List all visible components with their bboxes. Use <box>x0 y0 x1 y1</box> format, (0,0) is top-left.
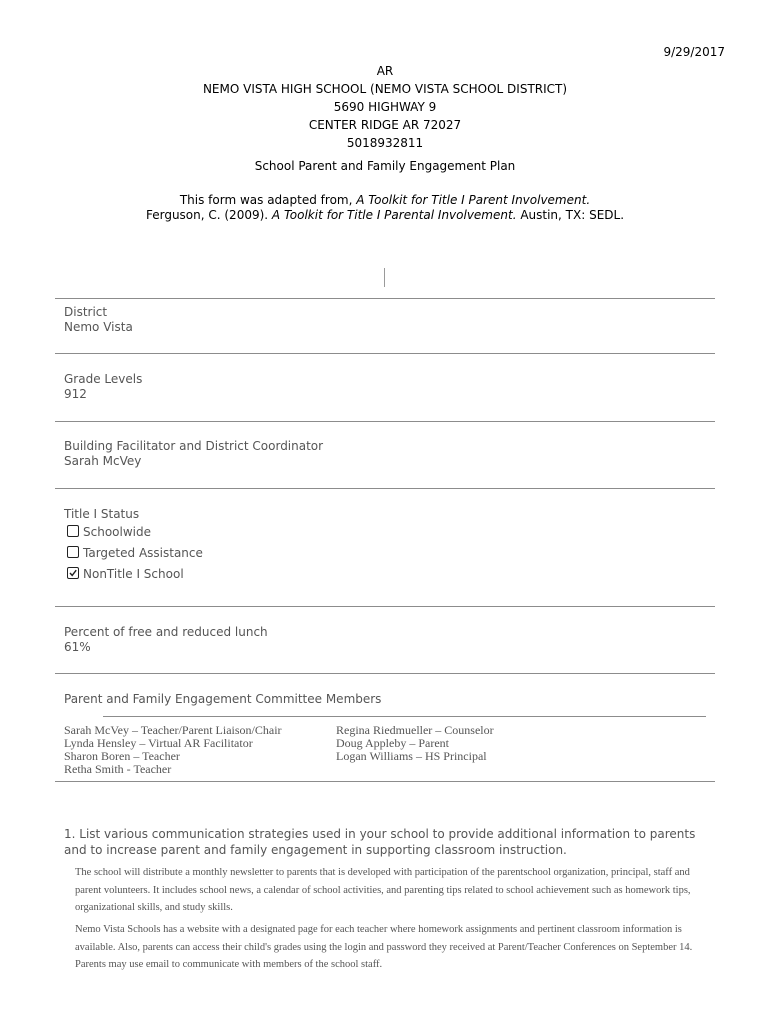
committee-members-left <box>64 724 282 776</box>
checkbox-targeted-assistance[interactable]: Targeted Assistance <box>67 546 203 560</box>
member: Doug Appleby – Parent <box>336 736 449 750</box>
adapted-citation: This form was adapted from, A Toolkit for Title I Parent Involvement. Ferguson, C. (2009). A Toolkit for Title I Parental Involvement. Austin, TX: SEDL. <box>145 193 625 222</box>
date: 9/29/2017 <box>663 45 725 59</box>
checkbox-checked-icon[interactable] <box>67 567 79 579</box>
title-status-label: Title I Status <box>64 507 140 521</box>
checkbox-schoolwide[interactable]: Schoolwide <box>67 525 151 539</box>
text-cursor <box>384 268 385 287</box>
checkmark-icon <box>68 568 78 578</box>
grade-levels-label: Grade Levels <box>64 372 143 386</box>
district-value: Nemo Vista <box>64 320 133 334</box>
district-field <box>64 305 133 335</box>
grade-levels-value: 912 <box>64 387 87 401</box>
district-label: District <box>64 305 108 319</box>
divider <box>55 488 715 489</box>
answer-paragraph-1: The school will distribute a monthly newsletter to parents that is developed with participation of the parentschool organization, principal, staff and parent volunteers. It includes school news, a calendar of school activities, and parenting tips related to school achievement such as homework tips, organizational skills, and study skills. <box>75 867 691 913</box>
school-header <box>0 62 770 152</box>
checkbox-nontitle-school[interactable]: NonTitle I School <box>67 567 184 581</box>
member: Sarah McVey – Teacher/Parent Liaison/Chair <box>64 723 282 737</box>
member: Regina Riedmueller – Counselor <box>336 723 494 737</box>
state: AR <box>376 64 394 78</box>
member: Logan Williams – HS Principal <box>336 749 487 763</box>
divider <box>55 353 715 354</box>
committee-members-right <box>336 724 494 763</box>
lunch-field <box>64 625 268 655</box>
divider <box>55 781 715 782</box>
member: Sharon Boren – Teacher <box>64 749 180 763</box>
question-1: 1. List various communication strategies used in your school to provide additional information to parents and to increase parent and family engagement in supporting classroom instruction. <box>64 827 696 857</box>
answer-paragraph-2: Nemo Vista Schools has a website with a designated page for each teacher where homework assignments and pertinent classroom information is available. Also, parents can access their child's grades using the login and password they received at Parent/Teacher Conferences on September 14. Parents may use email to communicate with members of the school staff. <box>75 924 693 970</box>
divider <box>55 673 715 674</box>
lunch-value: 61% <box>64 640 91 654</box>
divider <box>55 421 715 422</box>
divider <box>55 298 715 299</box>
checkbox-icon[interactable] <box>67 525 79 537</box>
checkbox-icon[interactable] <box>67 546 79 558</box>
facilitator-value: Sarah McVey <box>64 454 142 468</box>
school-name: NEMO VISTA HIGH SCHOOL (NEMO VISTA SCHOOL DISTRICT) <box>202 82 568 96</box>
divider <box>55 606 715 607</box>
school-address: 5690 HIGHWAY 9 <box>333 100 437 114</box>
lunch-label: Percent of free and reduced lunch <box>64 625 268 639</box>
member: Lynda Hensley – Virtual AR Facilitator <box>64 736 253 750</box>
facilitator-label: Building Facilitator and District Coordinator <box>64 439 324 453</box>
plan-title: School Parent and Family Engagement Plan <box>254 159 516 173</box>
grade-levels-field <box>64 372 142 402</box>
school-city: CENTER RIDGE AR 72027 <box>308 118 462 132</box>
committee-label: Parent and Family Engagement Committee Members <box>64 692 382 706</box>
member: Retha Smith - Teacher <box>64 762 172 776</box>
committee-underline <box>103 716 706 717</box>
facilitator-field <box>64 439 323 469</box>
school-phone: 5018932811 <box>346 136 424 150</box>
